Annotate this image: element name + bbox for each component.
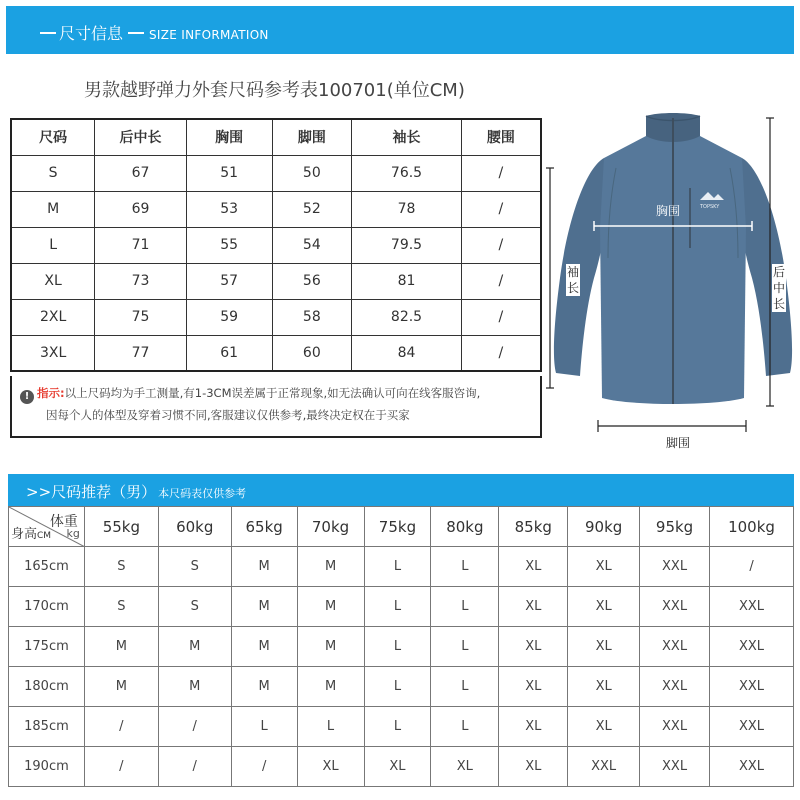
recommend-size-cell: M (231, 547, 297, 587)
recommend-size-cell: / (84, 707, 158, 747)
weight-header: 85kg (499, 507, 568, 547)
recommend-size-cell: XL (364, 747, 431, 787)
size-cell: L (11, 227, 95, 263)
recommend-size-cell: S (84, 547, 158, 587)
size-cell: 54 (272, 227, 352, 263)
recommend-size-cell: M (297, 587, 364, 627)
recommend-size-cell: L (364, 547, 431, 587)
size-cell: / (461, 227, 541, 263)
size-cell: 53 (186, 191, 272, 227)
weight-header: 90kg (568, 507, 640, 547)
jacket-logo-text: TOPSKY (700, 204, 720, 210)
recommend-size-cell: XXL (640, 587, 710, 627)
size-cell: M (11, 191, 95, 227)
recommend-size-cell: / (158, 707, 231, 747)
back-length-label: 后中长 (772, 265, 785, 311)
note-label: 指示: (37, 386, 65, 400)
size-cell: 56 (272, 263, 352, 299)
recommend-size-cell: XXL (640, 667, 710, 707)
hem-label: 脚围 (666, 436, 691, 450)
header-title-cn: 尺寸信息 (59, 24, 124, 43)
sleeve-label: 袖长 (566, 265, 579, 295)
size-cell: 77 (95, 335, 187, 371)
recommend-size-cell: M (297, 547, 364, 587)
weight-header: 70kg (297, 507, 364, 547)
recommend-size-cell: L (431, 627, 499, 667)
corner-height-unit: CM (37, 531, 52, 541)
recommend-table-header (9, 507, 794, 547)
recommend-row (9, 707, 794, 747)
recommend-size-cell: XL (568, 547, 640, 587)
recommend-size-cell: XXL (640, 747, 710, 787)
recommend-size-cell: M (84, 667, 158, 707)
chest-label: 胸围 (656, 204, 681, 218)
size-cell: S (11, 155, 95, 191)
recommend-size-cell: S (158, 547, 231, 587)
recommend-bar (8, 474, 794, 506)
size-row (11, 191, 541, 227)
recommend-title (26, 481, 246, 502)
jacket-image (546, 108, 800, 460)
size-cell: 73 (95, 263, 187, 299)
recommend-size-cell: M (297, 667, 364, 707)
size-cell: 67 (95, 155, 187, 191)
size-cell: 81 (352, 263, 462, 299)
recommend-size-cell: XL (568, 707, 640, 747)
recommend-row (9, 627, 794, 667)
recommend-size-cell: XL (499, 627, 568, 667)
size-cell: 58 (272, 299, 352, 335)
size-cell: 69 (95, 191, 187, 227)
corner-height-text: 身高 (11, 527, 38, 542)
height-cell: 170cm (9, 587, 85, 627)
recommend-size-cell: L (364, 667, 431, 707)
size-cell: / (461, 191, 541, 227)
recommend-size-cell: XL (297, 747, 364, 787)
recommend-size-cell: XL (499, 707, 568, 747)
recommend-size-cell: L (297, 707, 364, 747)
recommend-size-cell: M (84, 627, 158, 667)
recommend-row (9, 747, 794, 787)
size-cell: / (461, 263, 541, 299)
recommend-size-cell: / (158, 747, 231, 787)
recommend-size-cell: XL (568, 627, 640, 667)
size-col-header: 尺码 (11, 119, 95, 155)
weight-header: 95kg (640, 507, 710, 547)
recommend-size-cell: XXL (710, 627, 794, 667)
recommend-row (9, 547, 794, 587)
recommend-size-cell: M (158, 627, 231, 667)
recommend-title-text: >>尺码推荐（男） (26, 483, 157, 501)
height-cell: 185cm (9, 707, 85, 747)
recommend-size-cell: L (431, 547, 499, 587)
size-col-header: 后中长 (95, 119, 187, 155)
size-cell: 59 (186, 299, 272, 335)
size-col-header: 袖长 (352, 119, 462, 155)
header-dash (128, 32, 144, 34)
recommend-size-cell: L (364, 587, 431, 627)
size-table-header (11, 119, 541, 155)
recommend-size-cell: XL (431, 747, 499, 787)
note-line-2: 因每个人的体型及穿着习惯不同,客服建议仅供参考,最终决定权在于买家 (46, 408, 410, 422)
recommend-size-cell: XXL (640, 707, 710, 747)
size-cell: XL (11, 263, 95, 299)
note-box (10, 376, 542, 438)
height-cell: 165cm (9, 547, 85, 587)
header-dash (40, 32, 56, 34)
recommend-size-cell: L (431, 667, 499, 707)
weight-header: 65kg (231, 507, 297, 547)
height-cell: 180cm (9, 667, 85, 707)
size-col-header: 胸围 (186, 119, 272, 155)
size-cell: 76.5 (352, 155, 462, 191)
recommend-size-cell: XL (568, 587, 640, 627)
recommend-size-cell: M (231, 587, 297, 627)
corner-cell (9, 507, 85, 547)
recommend-size-cell: / (231, 747, 297, 787)
recommend-size-cell: XXL (640, 547, 710, 587)
note-text-1: 以上尺码均为手工测量,有1-3CM误差属于正常现象,如无法确认可向在线客服咨询, (64, 386, 481, 400)
recommend-size-cell: / (84, 747, 158, 787)
recommend-size-cell: L (364, 707, 431, 747)
size-cell: 84 (352, 335, 462, 371)
recommend-row (9, 667, 794, 707)
size-cell: 2XL (11, 299, 95, 335)
size-row (11, 299, 541, 335)
header-title (40, 21, 269, 44)
recommend-size-cell: L (364, 627, 431, 667)
recommend-size-cell: XXL (710, 667, 794, 707)
recommend-size-cell: XXL (568, 747, 640, 787)
size-cell: 60 (272, 335, 352, 371)
recommend-size-cell: / (710, 547, 794, 587)
header-bar (6, 6, 794, 54)
recommend-size-cell: XXL (710, 747, 794, 787)
recommend-size-cell: M (231, 667, 297, 707)
recommend-size-cell: S (84, 587, 158, 627)
size-row (11, 155, 541, 191)
recommend-size-cell: M (158, 667, 231, 707)
size-cell: 78 (352, 191, 462, 227)
size-col-header: 脚围 (272, 119, 352, 155)
height-cell: 190cm (9, 747, 85, 787)
recommend-size-cell: XL (568, 667, 640, 707)
size-cell: / (461, 299, 541, 335)
size-cell: / (461, 155, 541, 191)
size-cell: 79.5 (352, 227, 462, 263)
recommend-size-cell: XL (499, 587, 568, 627)
jacket-illustration (546, 108, 800, 460)
size-cell: 57 (186, 263, 272, 299)
recommend-size-cell: XXL (640, 627, 710, 667)
recommend-size-cell: XL (499, 747, 568, 787)
corner-weight-label: 体重 (49, 514, 78, 530)
recommend-size-cell: L (431, 587, 499, 627)
size-cell: 75 (95, 299, 187, 335)
header-title-en: SIZE INFORMATION (149, 28, 269, 42)
corner-weight-unit: kg (66, 527, 80, 540)
size-cell: 55 (186, 227, 272, 263)
recommend-table (8, 506, 794, 787)
size-cell: / (461, 335, 541, 371)
size-col-header: 腰围 (461, 119, 541, 155)
warning-icon: ! (20, 390, 34, 404)
size-cell: 50 (272, 155, 352, 191)
corner-height-label (11, 523, 51, 542)
size-chart-title: 男款越野弹力外套尺码参考表100701(单位CM) (84, 80, 465, 101)
size-cell: 82.5 (352, 299, 462, 335)
size-cell: 51 (186, 155, 272, 191)
size-table (10, 118, 542, 372)
weight-header: 60kg (158, 507, 231, 547)
recommend-size-cell: M (297, 627, 364, 667)
recommend-size-cell: L (431, 707, 499, 747)
recommend-size-cell: XL (499, 547, 568, 587)
height-cell: 175cm (9, 627, 85, 667)
recommend-size-cell: M (231, 627, 297, 667)
recommend-size-cell: L (231, 707, 297, 747)
size-cell: 61 (186, 335, 272, 371)
size-cell: 52 (272, 191, 352, 227)
recommend-size-cell: XL (499, 667, 568, 707)
weight-header: 75kg (364, 507, 431, 547)
recommend-size-cell: XXL (710, 587, 794, 627)
weight-header: 100kg (710, 507, 794, 547)
size-row (11, 335, 541, 371)
recommend-subtitle: 本尺码表仅供参考 (158, 487, 247, 500)
size-cell: 71 (95, 227, 187, 263)
weight-header: 55kg (84, 507, 158, 547)
recommend-size-cell: XXL (710, 707, 794, 747)
note-line-1 (12, 382, 540, 404)
size-row (11, 227, 541, 263)
size-row (11, 263, 541, 299)
recommend-size-cell: S (158, 587, 231, 627)
recommend-row (9, 587, 794, 627)
weight-header: 80kg (431, 507, 499, 547)
size-cell: 3XL (11, 335, 95, 371)
